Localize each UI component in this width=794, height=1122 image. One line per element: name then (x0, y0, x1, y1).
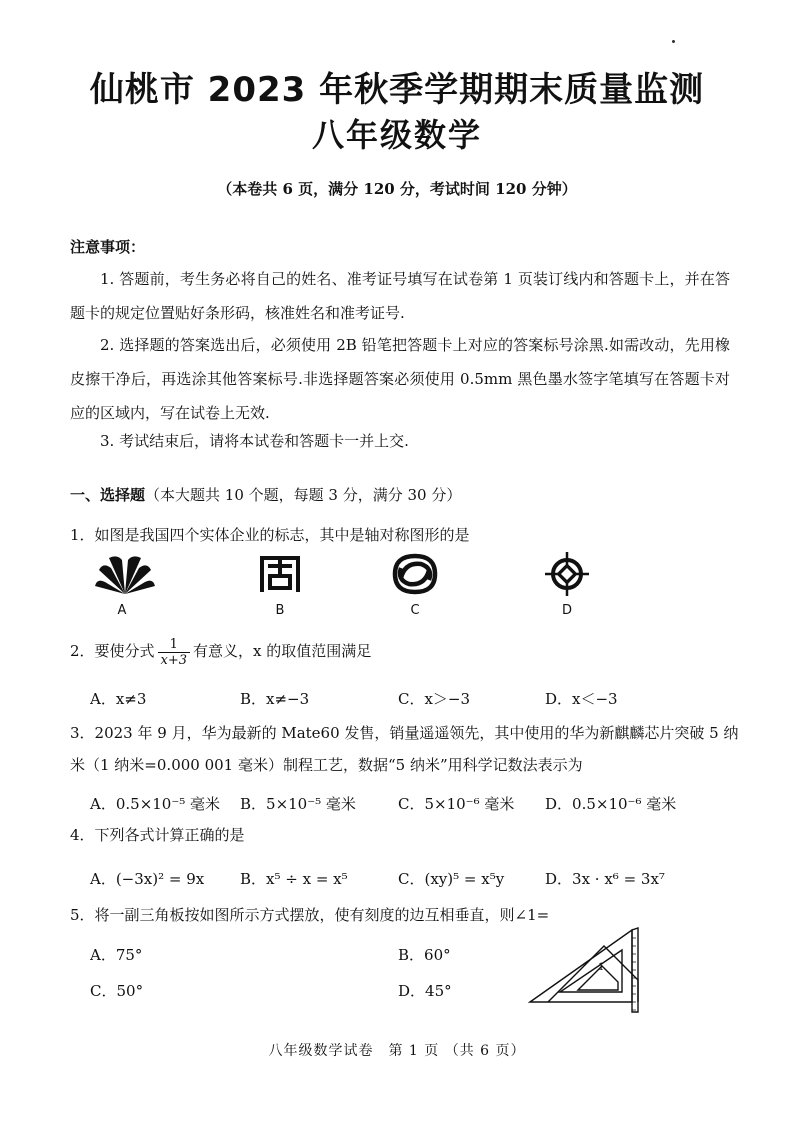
scan-speck (672, 40, 675, 43)
section-1-title: 一、选择题 (70, 486, 146, 504)
note-2: 2. 选择题的答案选出后，必须使用 2B 铅笔把答题卡上对应的答案标号涂黑.如需改动，先用橡皮擦干净后，再选涂其他答案标号.非选择题答案必须使用 0.5mm 黑色墨水签字笔填写在答题卡对应的区域内，写在试卷上无效. (70, 336, 730, 422)
q3-option-b: B．5×10⁻⁵ 毫米 (240, 795, 356, 813)
exam-title: 仙桃市 2023 年秋季学期期末质量监测 (89, 70, 705, 110)
q4-option-a: A．(−3x)² = 9x (90, 870, 205, 888)
q4-option-d: D．3x · x⁶ = 3x⁷ (545, 870, 665, 888)
q2-option-c: C．x＞−3 (398, 690, 471, 708)
building-glyph-logo-icon (250, 552, 310, 596)
question-2-stem (70, 636, 371, 668)
angle-1-label: 1 (598, 962, 605, 973)
note-1: 1. 答题前，考生务必将自己的姓名、准考证号填写在试卷第 1 页装订线内和答题卡上，并在答题卡的规定位置贴好条形码，核准姓名和准考证号. (70, 270, 730, 322)
question-5-stem: 5．将一副三角板按如图所示方式摆放，使有刻度的边互相垂直，则∠1= (70, 906, 550, 924)
q3-option-d: D．0.5×10⁻⁶ 毫米 (545, 795, 677, 813)
q2-option-a: A．x≠3 (90, 690, 147, 708)
exam-subtitle: 八年级数学 (311, 116, 482, 154)
logo-label-a: A (117, 603, 127, 618)
q2-fraction-denominator: x+3 (160, 652, 188, 668)
page-footer: 八年级数学试卷 第 1 页 （共 6 页） (268, 1043, 526, 1059)
q3-option-c: C．5×10⁻⁶ 毫米 (398, 795, 515, 813)
q2-fraction (158, 637, 191, 668)
fan-petal-logo-icon (95, 552, 155, 596)
notes-title: 注意事项： (70, 238, 146, 256)
q2-suffix: 有意义，x 的取值范围满足 (193, 642, 372, 660)
logo-label-b: B (275, 603, 285, 618)
question-1-stem: 1．如图是我国四个实体企业的标志，其中是轴对称图形的是 (70, 526, 470, 544)
q2-option-b: B．x≠−3 (240, 690, 310, 708)
logo-label-c: C (410, 603, 420, 618)
q5-option-b: B．60° (398, 946, 451, 964)
section-1-heading (70, 484, 461, 505)
question-3-line-2: 米（1 纳米=0.000 001 毫米）制程工艺，数据“5 纳米”用科学记数法表示为 (70, 756, 583, 774)
crosshair-diamond-logo-icon (537, 552, 597, 596)
note-3: 3. 考试结束后，请将本试卷和答题卡一并上交. (100, 432, 409, 450)
set-square-figure (528, 926, 640, 1016)
logo-label-d: D (561, 603, 572, 618)
q3-option-a: A．0.5×10⁻⁵ 毫米 (90, 795, 221, 813)
q4-option-c: C．(xy)⁵ = x⁵y (398, 870, 505, 888)
section-1-desc: （本大题共 10 个题，每题 3 分，满分 30 分） (145, 486, 462, 504)
q5-option-c: C．50° (90, 982, 144, 1000)
exam-info: （本卷共 6 页，满分 120 分，考试时间 120 分钟） (217, 180, 577, 198)
q2-option-d: D．x＜−3 (545, 690, 618, 708)
q2-prefix: 2．要使分式 (70, 642, 155, 660)
q2-fraction-numerator: 1 (158, 637, 191, 653)
q4-option-b: B．x⁵ ÷ x = x⁵ (240, 870, 348, 888)
q5-option-d: D．45° (398, 982, 452, 1000)
spiral-wave-logo-icon (385, 552, 445, 596)
question-4-stem: 4．下列各式计算正确的是 (70, 826, 245, 844)
question-3-line-1: 3．2023 年 9 月，华为最新的 Mate60 发售，销量遥遥领先，其中使用的华为新麒麟芯片突破 5 纳 (70, 724, 739, 742)
q5-option-a: A．75° (90, 946, 143, 964)
